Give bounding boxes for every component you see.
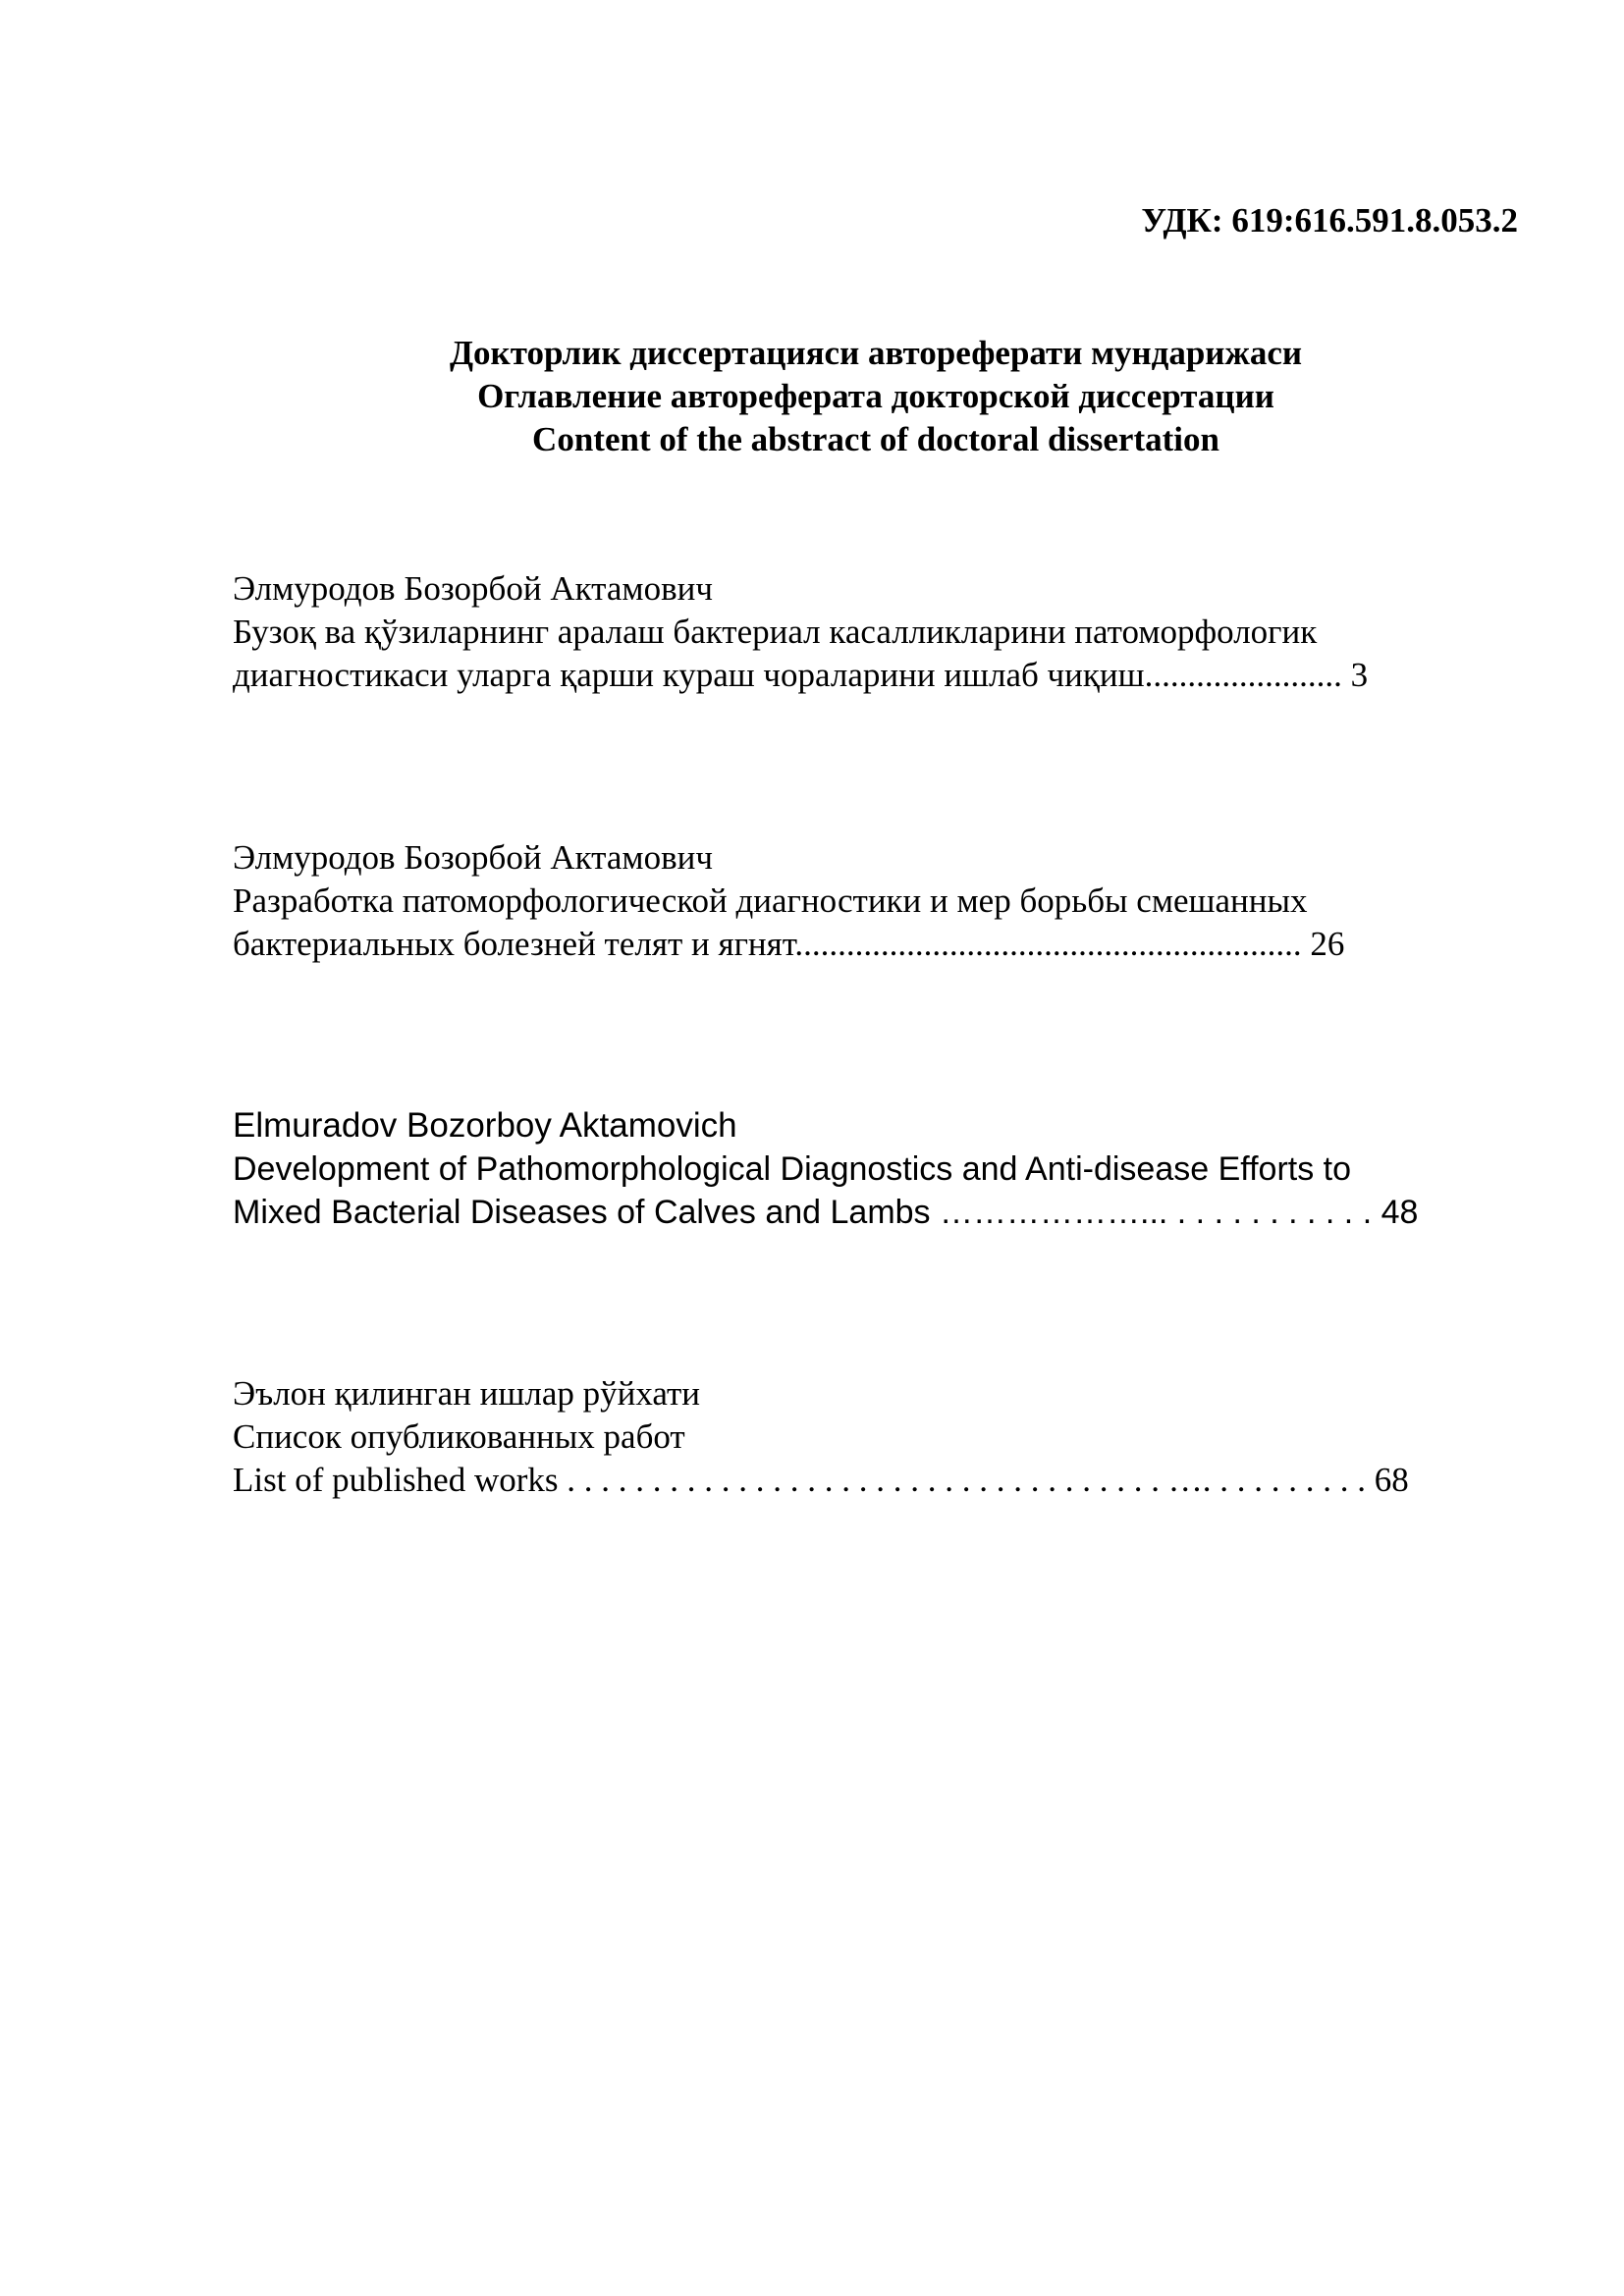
toc-entry-title-line-with-page: Mixed Bacterial Diseases of Calves and Lambs ………………... . . . . . . . . . . . 48 [233,1194,1419,1231]
toc-entry-title-uzbek: Эълон қилинган ишлар рўйхати [233,1374,701,1413]
toc-entry-author: Elmuradov Bozorboy Aktamovich [233,1106,737,1145]
toc-entry-russian [233,836,1509,966]
toc-entry-english [233,1104,1509,1234]
toc-entry-author: Элмуродов Бозорбой Актамович [233,569,713,608]
toc-entry-title-english-with-page: List of published works . . . . . . . . . . . . . . . . . . . . . . . . . . . . . . . . . . . …. . . . . . . . . . 68 [233,1461,1409,1499]
heading-russian: Оглавление автореферата докторской диссертации [477,377,1274,415]
contents-heading [233,332,1519,461]
toc-entry-title-line-with-page: диагностикаси уларга қарши кураш чораларини ишлаб чиқиш....................... 3 [233,656,1369,694]
toc-entry-title-russian: Список опубликованных работ [233,1417,685,1456]
toc-entry-author: Элмуродов Бозорбой Актамович [233,838,713,877]
heading-english: Content of the abstract of doctoral dissertation [532,420,1219,458]
heading-uzbek: Докторлик диссертацияси автореферати мундарижаси [449,334,1303,372]
toc-entry-uzbek [233,567,1509,697]
toc-entry-publications [233,1372,1509,1502]
toc-entry-title-line: Разработка патоморфологической диагностики и мер борьбы смешанных [233,881,1308,920]
toc-entry-title-line-with-page: бактериальных болезней телят и ягнят........................................................... 26 [233,925,1345,963]
udk-code: УДК: 619:616.591.8.053.2 [1141,201,1518,240]
toc-entry-title-line: Development of Pathomorphological Diagnostics and Anti-disease Efforts to [233,1150,1352,1188]
toc-entry-title-line: Бузоқ ва қўзиларнинг аралаш бактериал касалликларини патоморфологик [233,613,1318,651]
